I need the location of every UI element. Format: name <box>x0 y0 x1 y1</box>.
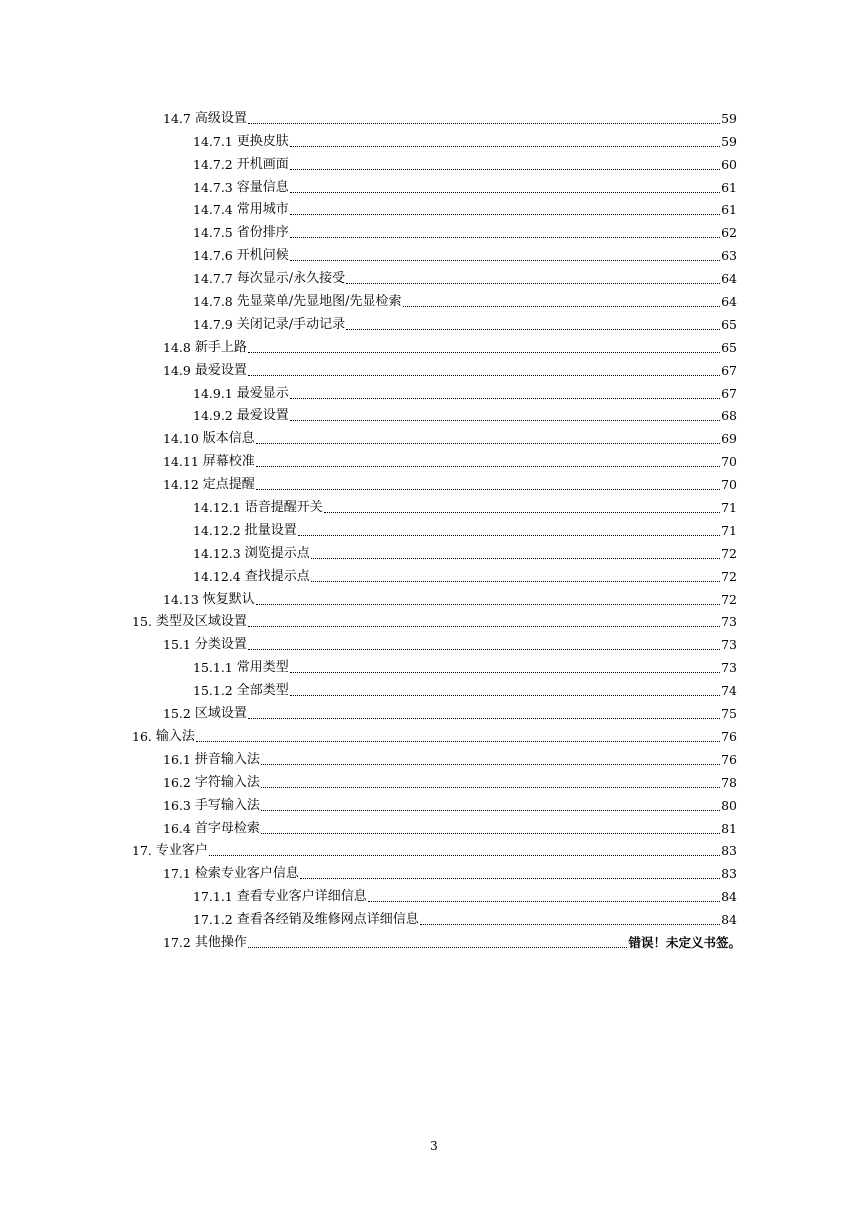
toc-entry-number: 14.12.4 <box>193 568 241 584</box>
toc-entry-page: 64 <box>721 294 737 310</box>
dot-leader <box>324 512 720 513</box>
dot-leader <box>256 489 720 490</box>
toc-entry-page: 67 <box>721 385 737 401</box>
dot-leader <box>256 604 720 605</box>
toc-entry-number: 14.7.3 <box>193 179 233 195</box>
toc-entry-title: 常用城市 <box>236 202 289 218</box>
toc-entry-page: 72 <box>721 568 737 584</box>
toc-entry-page: 81 <box>721 820 737 836</box>
dot-leader <box>290 672 720 673</box>
toc-entry[interactable] <box>0 655 868 678</box>
toc-entry[interactable] <box>0 381 868 404</box>
toc-entry[interactable] <box>0 632 868 655</box>
dot-leader <box>248 947 628 948</box>
toc-entry-number: 15.1.2 <box>193 683 233 699</box>
toc-entry-title: 拼音输入法 <box>194 751 260 767</box>
dot-leader <box>290 237 720 238</box>
toc-entry-number: 17.2 <box>163 934 191 950</box>
toc-entry-page: 72 <box>721 545 737 561</box>
dot-leader <box>290 146 720 147</box>
toc-entry-title: 手写输入法 <box>194 797 260 813</box>
toc-entry-number: 15. <box>132 614 152 630</box>
toc-entry[interactable] <box>0 701 868 724</box>
toc-entry-page: 70 <box>721 454 737 470</box>
toc-entry-number: 17.1.1 <box>193 889 233 905</box>
toc-entry-number: 14.9 <box>163 362 191 378</box>
toc-entry-number: 14.7.5 <box>193 225 233 241</box>
toc-entry[interactable] <box>0 404 868 427</box>
dot-leader <box>196 741 720 742</box>
toc-entry[interactable] <box>0 289 868 312</box>
toc-entry[interactable] <box>0 861 868 884</box>
toc-entry-page: 84 <box>721 889 737 905</box>
toc-entry[interactable] <box>0 335 868 358</box>
toc-entry-number: 15.1.1 <box>193 660 233 676</box>
toc-entry-page: 59 <box>721 133 737 149</box>
toc-entry-page: 75 <box>721 706 737 722</box>
toc-entry[interactable] <box>0 266 868 289</box>
toc-entry-page: 70 <box>721 477 737 493</box>
toc-entry-page: 61 <box>721 202 737 218</box>
toc-entry[interactable] <box>0 610 868 633</box>
toc-entry-title: 恢复默认 <box>202 591 255 607</box>
toc-entry-page: 76 <box>721 751 737 767</box>
toc-entry-title: 每次显示/永久接受 <box>236 271 346 287</box>
toc-entry-page: 65 <box>721 339 737 355</box>
toc-entry-number: 14.13 <box>163 591 199 607</box>
page-number: 3 <box>430 1139 438 1153</box>
dot-leader <box>261 833 720 834</box>
toc-entry[interactable] <box>0 884 868 907</box>
toc-entry-page: 59 <box>721 110 737 126</box>
toc-entry[interactable] <box>0 678 868 701</box>
toc-entry-number: 16.2 <box>163 774 191 790</box>
dot-leader <box>290 192 720 193</box>
toc-entry-title: 开机问候 <box>236 248 289 264</box>
dot-leader <box>261 787 720 788</box>
dot-leader <box>290 260 720 261</box>
toc-entry-title: 容量信息 <box>236 179 289 195</box>
toc-entry-number: 14.12 <box>163 477 199 493</box>
toc-entry-title: 类型及区域设置 <box>155 614 247 630</box>
toc-entry-page: 78 <box>721 774 737 790</box>
toc-entry-number: 16. <box>132 728 152 744</box>
dot-leader <box>248 352 720 353</box>
toc-entry-page: 60 <box>721 156 737 172</box>
toc-entry-page: 73 <box>721 614 737 630</box>
dot-leader <box>256 443 720 444</box>
toc-entry[interactable] <box>0 152 868 175</box>
toc-entry-page: 69 <box>721 431 737 447</box>
toc-entry-page: 84 <box>721 912 737 928</box>
toc-entry[interactable] <box>0 518 868 541</box>
toc-entry-page: 71 <box>721 500 737 516</box>
toc-entry-number: 14.7.1 <box>193 133 233 149</box>
toc-entry[interactable] <box>0 358 868 381</box>
toc-entry-page: 64 <box>721 271 737 287</box>
toc-entry-error-text: 错误！未定义书签。 <box>628 934 741 950</box>
toc-entry-number: 14.8 <box>163 339 191 355</box>
toc-entry-number: 14.7.7 <box>193 271 233 287</box>
toc-entry[interactable] <box>0 793 868 816</box>
toc-entry-title: 检索专业客户信息 <box>194 866 299 882</box>
toc-entry[interactable] <box>0 495 868 518</box>
toc-entry-title: 分类设置 <box>194 637 247 653</box>
toc-entry-title: 关闭记录/手动记录 <box>236 316 346 332</box>
toc-entry-number: 16.3 <box>163 797 191 813</box>
toc-entry-page: 71 <box>721 522 737 538</box>
dot-leader <box>346 329 720 330</box>
toc-entry[interactable] <box>0 816 868 839</box>
toc-entry-number: 15.1 <box>163 637 191 653</box>
toc-entry-title: 高级设置 <box>194 110 247 126</box>
toc-entry[interactable] <box>0 426 868 449</box>
dot-leader <box>346 283 720 284</box>
dot-leader <box>209 855 720 856</box>
toc-entry-number: 14.7.6 <box>193 248 233 264</box>
toc-entry-number: 17.1.2 <box>193 912 233 928</box>
dot-leader <box>290 695 720 696</box>
toc-entry-title: 浏览提示点 <box>244 545 310 561</box>
toc-entry-title: 省份排序 <box>236 225 289 241</box>
toc-entry-page: 62 <box>721 225 737 241</box>
toc-entry-page: 83 <box>721 866 737 882</box>
toc-entry-number: 14.10 <box>163 431 199 447</box>
toc-entry-page: 67 <box>721 362 737 378</box>
dot-leader <box>261 764 720 765</box>
toc-entry-number: 14.7.8 <box>193 294 233 310</box>
toc-entry-page: 73 <box>721 637 737 653</box>
toc-entry[interactable] <box>0 220 868 243</box>
toc-entry-page: 80 <box>721 797 737 813</box>
toc-entry-number: 17.1 <box>163 866 191 882</box>
toc-entry[interactable] <box>0 243 868 266</box>
toc-entry-page: 73 <box>721 660 737 676</box>
toc-entry-number: 15.2 <box>163 706 191 722</box>
toc-entry[interactable] <box>0 724 868 747</box>
toc-entry-number: 14.7.2 <box>193 156 233 172</box>
dot-leader <box>290 420 720 421</box>
dot-leader <box>261 810 720 811</box>
toc-entry-title: 语音提醒开关 <box>244 500 323 516</box>
toc-entry-number: 14.11 <box>163 454 199 470</box>
dot-leader <box>248 718 720 719</box>
toc-entry[interactable] <box>0 747 868 770</box>
toc-entry-title: 专业客户 <box>155 843 208 859</box>
toc-entry-title: 首字母检索 <box>194 820 260 836</box>
toc-entry[interactable] <box>0 839 868 862</box>
toc-entry-title: 其他操作 <box>194 934 247 950</box>
toc-entry-title: 最爱设置 <box>194 362 247 378</box>
toc-entry-page: 63 <box>721 248 737 264</box>
toc-entry-title: 全部类型 <box>236 683 289 699</box>
dot-leader <box>290 169 720 170</box>
toc-entry[interactable] <box>0 129 868 152</box>
toc-entry[interactable] <box>0 770 868 793</box>
toc-entry-page: 72 <box>721 591 737 607</box>
dot-leader <box>256 466 720 467</box>
dot-leader <box>290 214 720 215</box>
toc-entry-number: 14.7.9 <box>193 316 233 332</box>
dot-leader <box>300 878 720 879</box>
toc-entry-page: 68 <box>721 408 737 424</box>
toc-entry[interactable] <box>0 541 868 564</box>
dot-leader <box>290 398 720 399</box>
dot-leader <box>298 535 720 536</box>
toc-entry[interactable] <box>0 930 868 953</box>
toc-entry-title: 最爱设置 <box>236 408 289 424</box>
toc-entry-number: 14.7 <box>163 110 191 126</box>
toc-entry-title: 查看各经销及维修网点详细信息 <box>236 912 419 928</box>
toc-entry[interactable] <box>0 312 868 335</box>
toc-entry-page: 83 <box>721 843 737 859</box>
toc-entry-title: 版本信息 <box>202 431 255 447</box>
dot-leader <box>311 581 720 582</box>
dot-leader <box>248 626 720 627</box>
toc-entry-title: 新手上路 <box>194 339 247 355</box>
toc-entry-title: 查看专业客户详细信息 <box>236 889 367 905</box>
toc-entry-page: 61 <box>721 179 737 195</box>
toc-entry-title: 更换皮肤 <box>236 133 289 149</box>
toc-entry-number: 14.7.4 <box>193 202 233 218</box>
toc-entry-title: 先显菜单/先显地图/先显检索 <box>236 294 402 310</box>
dot-leader <box>311 558 720 559</box>
toc-entry-number: 14.12.2 <box>193 522 241 538</box>
toc-entry-title: 批量设置 <box>244 522 297 538</box>
toc-entry[interactable] <box>0 106 868 129</box>
toc-entry-title: 最爱显示 <box>236 385 289 401</box>
toc-entry-title: 查找提示点 <box>244 568 310 584</box>
dot-leader <box>403 306 721 307</box>
toc-entry-title: 输入法 <box>155 728 195 744</box>
toc-entry-number: 14.12.1 <box>193 500 241 516</box>
dot-leader <box>368 901 720 902</box>
toc-entry[interactable] <box>0 564 868 587</box>
dot-leader <box>420 924 720 925</box>
toc-entry-number: 16.1 <box>163 751 191 767</box>
toc-entry-title: 开机画面 <box>236 156 289 172</box>
toc-entry-page: 65 <box>721 316 737 332</box>
toc-entry-title: 屏幕校准 <box>202 454 255 470</box>
toc-entry-page: 76 <box>721 728 737 744</box>
toc-entry-title: 定点提醒 <box>202 477 255 493</box>
toc-entry-number: 14.12.3 <box>193 545 241 561</box>
dot-leader <box>248 375 720 376</box>
toc-entry-title: 字符输入法 <box>194 774 260 790</box>
toc-entry[interactable] <box>0 449 868 472</box>
toc-entry[interactable] <box>0 907 868 930</box>
table-of-contents <box>0 106 868 953</box>
toc-entry[interactable] <box>0 175 868 198</box>
toc-entry-number: 17. <box>132 843 152 859</box>
dot-leader <box>248 123 720 124</box>
toc-entry-number: 14.9.2 <box>193 408 233 424</box>
toc-entry-title: 常用类型 <box>236 660 289 676</box>
toc-entry[interactable] <box>0 472 868 495</box>
toc-entry-title: 区域设置 <box>194 706 247 722</box>
toc-entry[interactable] <box>0 198 868 221</box>
dot-leader <box>248 649 720 650</box>
toc-entry-number: 14.9.1 <box>193 385 233 401</box>
toc-entry-number: 16.4 <box>163 820 191 836</box>
toc-entry[interactable] <box>0 587 868 610</box>
toc-entry-page: 74 <box>721 683 737 699</box>
